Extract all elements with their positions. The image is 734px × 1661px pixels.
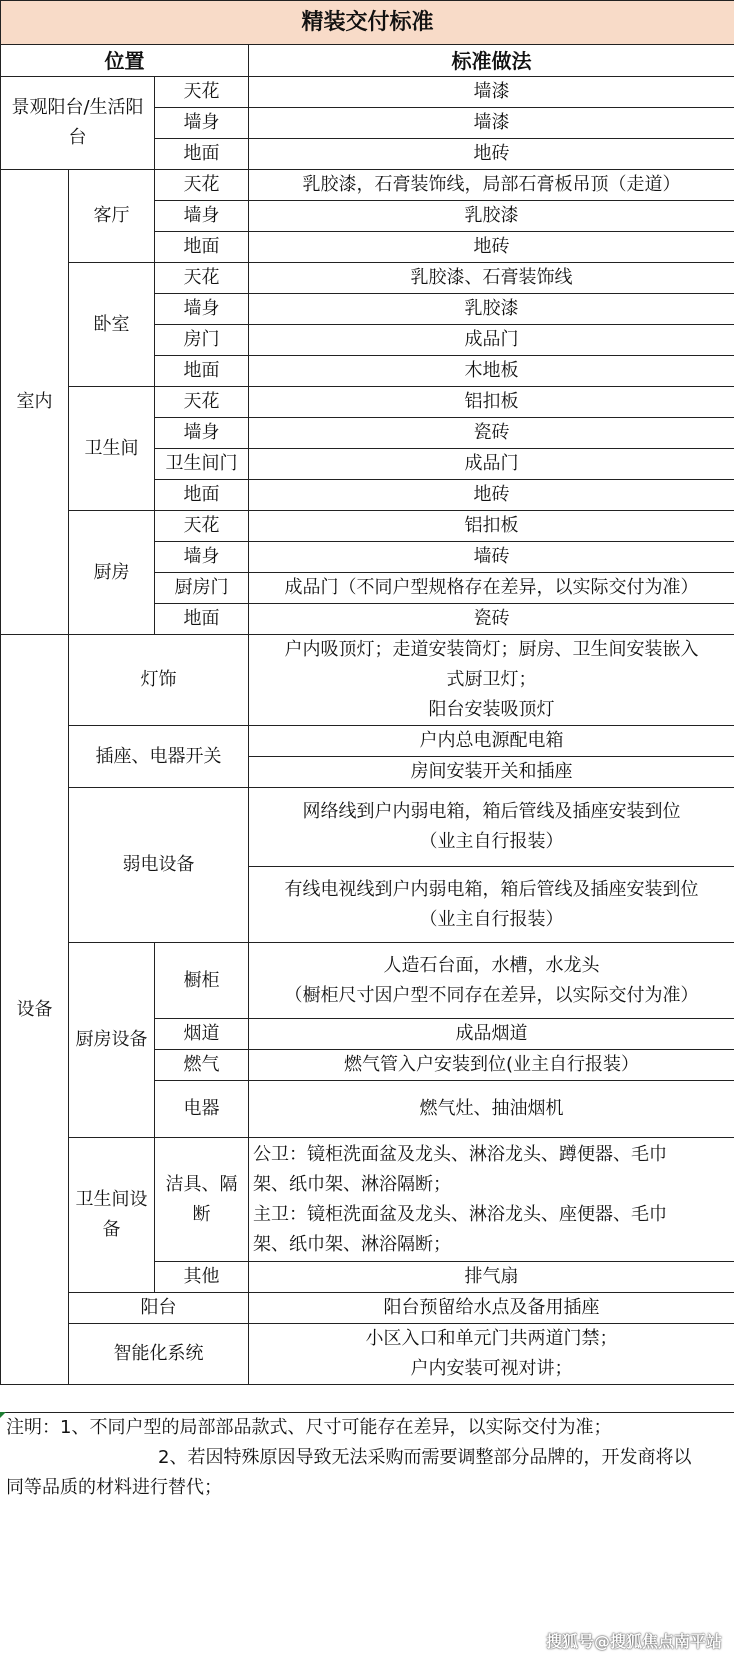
part-cell: 地面 [155,604,249,635]
standard-cell: 燃气灶、抽油烟机 [249,1081,734,1138]
standard-cell: 地砖 [249,139,734,170]
standard-cell: 户内总电源配电箱 [249,726,734,757]
part-cell: 天花 [155,387,249,418]
room-bathroom: 卫生间 [69,387,155,511]
text-line: 阳台安装吸顶灯 [253,695,730,725]
text-line: 人造石台面，水槽，水龙头 [253,951,730,981]
part-cell: 地面 [155,139,249,170]
text-line: 户内吸顶灯；走道安装筒灯；厨房、卫生间安装嵌入 [253,635,730,665]
standard-cell: 成品门（不同户型规格存在差异，以实际交付为准） [249,573,734,604]
standard-cell: 铝扣板 [249,387,734,418]
item-bathroom-equipment [69,1138,155,1293]
text-line: 式厨卫灯； [253,665,730,695]
watermark: 搜狐号@搜狐焦点南平站 [546,1629,722,1652]
section-equipment: 设备 [1,635,69,1385]
section-indoor: 室内 [1,170,69,635]
standard-cell: 乳胶漆、石膏装饰线 [249,263,734,294]
text-line: 架、纸巾架、淋浴隔断； [253,1170,730,1200]
text-line: （业主自行报装） [253,905,730,935]
text-line: 卫生间设 [73,1185,150,1215]
text-line: （橱柜尺寸因户型不同存在差异，以实际交付为准） [253,981,730,1011]
standard-cell: 瓷砖 [249,604,734,635]
item-weak-current: 弱电设备 [69,788,249,943]
standard-cell [249,788,734,867]
part-cell: 烟道 [155,1019,249,1050]
part-cell: 地面 [155,232,249,263]
standard-cell: 瓷砖 [249,418,734,449]
part-cell: 墙身 [155,108,249,139]
part-cell: 地面 [155,480,249,511]
part-cell: 房门 [155,325,249,356]
standard-cell: 墙漆 [249,77,734,108]
standard-cell [249,635,734,726]
location-balcony: 景观阳台/生活阳台 [1,77,155,170]
room-kitchen: 厨房 [69,511,155,635]
text-line: 小区入口和单元门共两道门禁； [253,1324,730,1354]
standard-cell: 排气扇 [249,1262,734,1293]
standard-cell: 墙砖 [249,542,734,573]
notes-section [0,1412,734,1661]
part-cell: 天花 [155,77,249,108]
text-line: 架、纸巾架、淋浴隔断； [253,1230,730,1260]
part-cell: 橱柜 [155,943,249,1019]
part-cell: 卫生间门 [155,449,249,480]
text-line: 主卫：镜柜洗面盆及龙头、淋浴龙头、座便器、毛巾 [253,1200,730,1230]
part-cell: 电器 [155,1081,249,1138]
text-line: 有线电视线到户内弱电箱，箱后管线及插座安装到位 [253,875,730,905]
note-line: 2、若因特殊原因导致无法采购而需要调整部分品牌的，开发商将以 [0,1443,734,1473]
standard-cell [249,1324,734,1385]
text-line: 公卫：镜柜洗面盆及龙头、淋浴龙头、蹲便器、毛巾 [253,1140,730,1170]
standard-cell: 乳胶漆 [249,201,734,232]
standard-cell: 燃气管入户安装到位(业主自行报装） [249,1050,734,1081]
text-line: 备 [73,1215,150,1245]
text-line: 网络线到户内弱电箱，箱后管线及插座安装到位 [253,797,730,827]
standard-cell: 木地板 [249,356,734,387]
standard-cell: 成品门 [249,449,734,480]
text-line: 断 [159,1200,244,1230]
part-cell: 墙身 [155,418,249,449]
standard-cell: 地砖 [249,232,734,263]
item-sockets: 插座、电器开关 [69,726,249,788]
part-cell: 地面 [155,356,249,387]
part-cell: 天花 [155,511,249,542]
standard-cell: 铝扣板 [249,511,734,542]
part-cell: 墙身 [155,201,249,232]
text-line: （业主自行报装） [253,827,730,857]
standard-cell: 乳胶漆 [249,294,734,325]
room-bedroom: 卧室 [69,263,155,387]
note-line: 同等品质的材料进行替代； [0,1473,734,1503]
text-line: 洁具、隔 [159,1170,244,1200]
part-cell: 墙身 [155,542,249,573]
standard-cell: 地砖 [249,480,734,511]
part-cell: 燃气 [155,1050,249,1081]
header-location: 位置 [1,45,249,77]
note-line: 注明：1、不同户型的局部部品款式、尺寸可能存在差异，以实际交付为准； [0,1413,734,1443]
item-balcony: 阳台 [69,1293,249,1324]
standard-cell: 成品门 [249,325,734,356]
standard-cell [249,1138,734,1262]
standard-cell: 乳胶漆，石膏装饰线，局部石膏板吊顶（走道） [249,170,734,201]
part-cell: 其他 [155,1262,249,1293]
part-cell: 墙身 [155,294,249,325]
standard-cell [249,867,734,943]
item-kitchen-equipment: 厨房设备 [69,943,155,1138]
header-standard: 标准做法 [249,45,734,77]
item-smart-system: 智能化系统 [69,1324,249,1385]
room-living: 客厅 [69,170,155,263]
table-title: 精装交付标准 [1,1,734,45]
standard-cell: 阳台预留给水点及备用插座 [249,1293,734,1324]
standard-cell: 墙漆 [249,108,734,139]
corner-mark [0,1412,6,1418]
text-line: 户内安装可视对讲； [253,1354,730,1384]
standard-cell: 房间安装开关和插座 [249,757,734,788]
part-cell: 厨房门 [155,573,249,604]
part-cell: 天花 [155,263,249,294]
part-cell: 天花 [155,170,249,201]
standard-cell: 成品烟道 [249,1019,734,1050]
part-cell [155,1138,249,1262]
standard-cell [249,943,734,1019]
item-lighting: 灯饰 [69,635,249,726]
